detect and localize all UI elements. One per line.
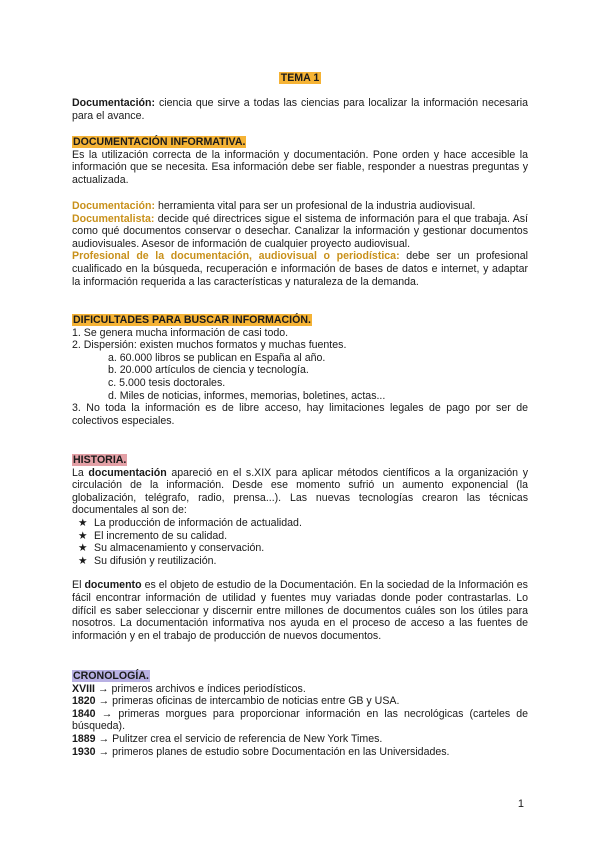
role-term: Documentación: xyxy=(72,200,155,212)
chronology-text: primeras morgues para proporcionar información en las necrológicas (carteles de búsqueda). xyxy=(72,707,528,733)
sub-list-item: c. 5.000 tesis doctorales. xyxy=(108,376,226,389)
page-title: TEMA 1 xyxy=(280,72,320,84)
chronology-entry xyxy=(72,695,528,708)
sub-list-item: a. 60.000 libros se publican en España al año. xyxy=(108,351,326,364)
bullet-text: Su difusión y reutilización. xyxy=(94,554,217,567)
chronology-text: Pulitzer crea el servicio de referencia de New York Times. xyxy=(109,732,383,745)
history-heading: HISTORIA. xyxy=(73,454,127,466)
chronology-year: 1820 xyxy=(72,695,96,708)
arrow-icon: → xyxy=(98,695,110,708)
chronology-year: XVIII xyxy=(72,682,95,695)
difficulties-section xyxy=(72,314,528,427)
doc-info-text: Es la utilización correcta de la información y documentación. Pone orden y hace accesible la información que se necesita. Esa información debe ser fiable, responder a nuestras preguntas y actualizada. xyxy=(72,148,528,186)
sub-list-item: b. 20.000 artículos de ciencia y tecnología. xyxy=(108,364,309,377)
chronology-text: primeros archivos e índices periodísticos. xyxy=(108,682,306,695)
arrow-icon: → xyxy=(98,745,110,758)
intro-term: Documentación: xyxy=(72,97,155,109)
chronology-section xyxy=(72,670,528,758)
bullet-text: El incremento de su calidad. xyxy=(94,529,228,542)
chronology-entry xyxy=(72,683,528,696)
history-term: documentación xyxy=(88,466,167,479)
chronology-heading: CRONOLOGÍA. xyxy=(73,670,149,682)
chronology-entry xyxy=(72,746,528,759)
roles-section xyxy=(72,200,528,288)
list-item xyxy=(78,530,528,543)
doc-info-section xyxy=(72,136,528,186)
role-term: Profesional de la documentación, audiovisual o periodística: xyxy=(72,250,400,263)
difficulties-heading: DIFICULTADES PARA BUSCAR INFORMACIÓN. xyxy=(73,314,311,326)
star-icon: ★ xyxy=(78,529,88,542)
doc-info-heading: DOCUMENTACIÓN INFORMATIVA. xyxy=(73,136,246,148)
role-text: debe ser un profesional cualificado en la búsqueda, recuperación e información de bases de datos e internet, y adaptar la información requerida a las características y naturaleza de la demanda. xyxy=(72,250,528,288)
star-icon: ★ xyxy=(78,516,88,529)
history-paragraph-1 xyxy=(72,467,528,517)
page-title-wrap xyxy=(72,72,528,85)
bullet-text: La producción de información de actualidad. xyxy=(94,516,302,529)
intro-text: ciencia que sirve a todas las ciencias para localizar la información necesaria para el avance. xyxy=(72,97,528,122)
arrow-icon: → xyxy=(98,732,110,745)
role-item xyxy=(72,250,528,288)
intro-paragraph xyxy=(72,97,528,122)
chronology-entry xyxy=(72,708,528,733)
chronology-entry xyxy=(72,733,528,746)
history-text: es el objeto de estudio de la Documentación. En la sociedad de la Información es fácil encontrar información de utilidad y fuentes muy variadas donde poder contrastarlas. Lo difícil es saber seleccionar y discernir entre millones de documentos cuáles son los útiles para nosotros. La documentación informativa nos ayuda en el proceso de acceso a las fuentes de información y en el trabajo de producción de nuevos documentos. xyxy=(72,579,528,642)
list-item xyxy=(78,555,528,568)
star-icon: ★ xyxy=(78,542,88,555)
role-item xyxy=(72,213,528,251)
chronology-text: primeras oficinas de intercambio de noticias entre GB y USA. xyxy=(109,695,400,708)
list-item xyxy=(78,542,528,555)
history-text: apareció en el s.XIX para aplicar métodos científicos a la organización y circulación de la información. Desde ese momento sufrió un aumento exponencial (la globalización, telégrafo, radio, prensa...). Las nuevas tecnologías crearon las técnicas documentales al son de: xyxy=(72,466,528,517)
history-text: El xyxy=(72,579,85,592)
history-section xyxy=(72,454,528,642)
document-term: documento xyxy=(84,579,142,592)
chronology-text: primeros planes de estudio sobre Documentación en las Universidades. xyxy=(109,745,450,758)
chronology-year: 1930 xyxy=(72,745,96,758)
bullet-text: Su almacenamiento y conservación. xyxy=(94,542,265,555)
role-text: herramienta vital para ser un profesional de la industria audiovisual. xyxy=(155,200,476,212)
list-item xyxy=(78,517,528,530)
chronology-year: 1840 xyxy=(72,707,96,720)
list-item: 2. Dispersión: existen muchos formatos y muchas fuentes. xyxy=(72,339,347,352)
history-text: La xyxy=(72,466,89,479)
list-item: 3. No toda la información es de libre acceso, hay limitaciones legales de pago por ser de colectivos especiales. xyxy=(72,402,528,427)
role-item xyxy=(72,200,528,213)
star-icon: ★ xyxy=(78,554,88,567)
role-text: decide qué directrices sigue el sistema de información para el que trabaja. Así como qué documentos conservar o desechar. Canalizar la información y gestionar documentos audiovisuales. Asesor de información de cualquier proyecto audiovisual. xyxy=(72,212,528,250)
arrow-icon: → xyxy=(101,707,113,720)
list-item: 1. Se genera mucha información de casi todo. xyxy=(72,326,289,339)
arrow-icon: → xyxy=(97,682,109,695)
history-paragraph-2 xyxy=(72,579,528,642)
history-bullet-list xyxy=(72,517,528,567)
role-term: Documentalista: xyxy=(72,212,155,225)
page-number: 1 xyxy=(517,798,524,810)
sub-list-item: d. Miles de noticias, informes, memorias, boletines, actas... xyxy=(108,389,386,402)
chronology-year: 1889 xyxy=(72,732,96,745)
